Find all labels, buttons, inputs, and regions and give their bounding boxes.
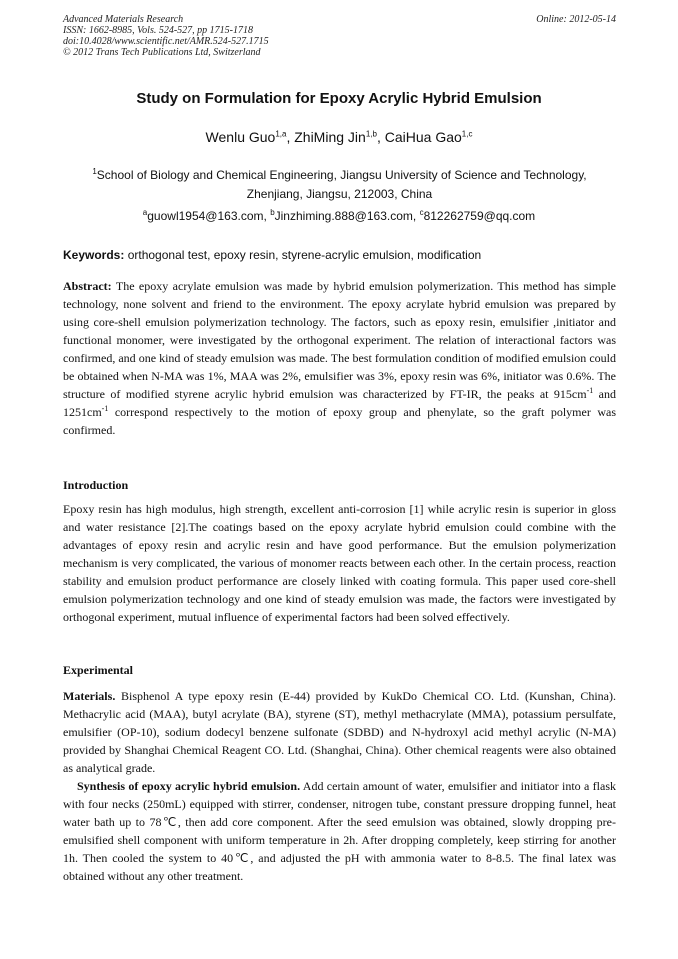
author-separator: , [376,129,385,145]
section-heading-introduction: Introduction [63,478,129,492]
materials-paragraph [63,687,616,777]
author-sup: 1,b [365,129,377,139]
email-address: 812262759@qq.com [423,209,536,223]
journal-header [63,14,616,58]
abstract-text: correspond respectively to the motion of epoxy group and phenylate, so the graft polymer was confirmed. [63,405,616,437]
abstract [63,277,616,439]
abstract-text: The epoxy acrylate emulsion was made by hybrid emulsion polymerization. This method has simple technology, none solvent and friend to the environment. The epoxy acrylate hybrid emulsion was prepared by using core-shell emulsion polymerization technology. The factors, such as epoxy resin, emulsifier ,initiator and functional monomer, were investigated by the orthogonal experiment. The relation of interactional factors was confirmed, and one kind of steady emulsion was made. The best formulation condition of modified emulsion could be obtained when N-MA was 1%, MAA was 2%, emulsifier was 3%, epoxy resin was 6%, initiator was 0.6%. The structure of modified styrene acrylic hybrid emulsion was characterized by FT-IR, the peaks at 915cm [63,279,616,401]
author-sup: 1,c [461,129,473,139]
email-address: guowl1954@163.com [147,209,264,223]
affiliation-sup: 1 [92,167,97,176]
author-name: ZhiMing Jin [294,129,366,145]
email-separator: , [412,209,420,223]
section-heading-experimental: Experimental [63,663,133,677]
abstract-sup: -1 [586,386,594,395]
doi-line: doi:10.4028/www.scientific.net/AMR.524-527.1715 [63,36,269,47]
affiliation-line: School of Biology and Chemical Engineering, Jiangsu University of Science and Technology, [96,168,587,182]
affiliation [63,166,616,204]
email-list [0,209,678,223]
keywords [63,248,616,262]
author-sup: 1,a [275,129,287,139]
online-date: Online: 2012-05-14 [536,14,616,25]
email-address: Jinzhiming.888@163.com [274,209,413,223]
synthesis-paragraph [63,777,616,885]
email-sup: a [142,208,148,217]
email-separator: , [263,209,271,223]
author-separator: , [286,129,295,145]
synthesis-text: Add certain amount of water, emulsifier and initiator into a flask with four necks (250mL) equipped with stirrer, condenser, nitrogen tube, constant pressure dropping funnel, heat water bath up to 78℃, then add core component. After the seed emulsion was obtained, slowly dropping pre-emulsified shell component with uniform temperature in 2h. After dropping completely, keep stirring for another 1h. Then cooled the system to 40℃, and adjusted the pH with ammonia water to 8-8.5. The final latex was obtained without any other treatment. [63,779,617,883]
email-sup: b [270,208,275,217]
abstract-label: Abstract: [63,279,112,293]
abstract-text: and 1251cm [63,387,617,419]
synthesis-label: Synthesis of epoxy acrylic hybrid emulsion. [77,779,301,793]
author-name: CaiHua Gao [384,129,462,145]
copyright-line: © 2012 Trans Tech Publications Ltd, Switzerland [63,47,261,58]
affiliation-line: Zhenjiang, Jiangsu, 212003, China [246,187,433,201]
keywords-text: orthogonal test, epoxy resin, styrene-acrylic emulsion, modification [124,248,482,262]
author-name: Wenlu Guo [205,129,276,145]
paper-title: Study on Formulation for Epoxy Acrylic Hybrid Emulsion [136,90,542,107]
keywords-label: Keywords: [63,248,125,262]
materials-text: Bisphenol A type epoxy resin (E-44) provided by KukDo Chemical CO. Ltd. (Kunshan, China). Methacrylic acid (MAA), butyl acrylate (BA), styrene (ST), methyl methacrylate (MMA), potassium persulfate, emulsifier (OP-10), sodium dodecyl benzene sulfonate (SDBD) and N-hydroxyl acid methyl acrylic (N-MA) provided by Shanghai Chemical Reagent CO. Ltd. (Shanghai, China). Other chemical reagents were also obtained as analytical grade. [63,689,616,775]
email-sup: c [419,208,424,217]
materials-label: Materials. [63,689,116,703]
author-list [0,129,678,145]
introduction-paragraph: Epoxy resin has high modulus, high strength, excellent anti-corrosion [1] while acrylic resin is superior in gloss and water resistance [2].The coatings based on the epoxy acrylate hybrid emulsion could combine with the advantages of epoxy resin and acrylic resin and have good performance. But the emulsion polymerization mechanism is very complicated, the various of monomer reacts between each other. In the certain process, reaction stability and emulsion product performance are closely linked with coating formula. This paper used core-shell emulsion polymerization technology and one kind of steady emulsion was made, the factors were investigated by orthogonal experiment, mutual influence of experimental factors had been solved effectively. [63,502,616,624]
issn-line: ISSN: 1662-8985, Vols. 524-527, pp 1715-1718 [63,25,253,36]
journal-name: Advanced Materials Research [63,14,184,25]
abstract-sup: -1 [101,404,109,413]
